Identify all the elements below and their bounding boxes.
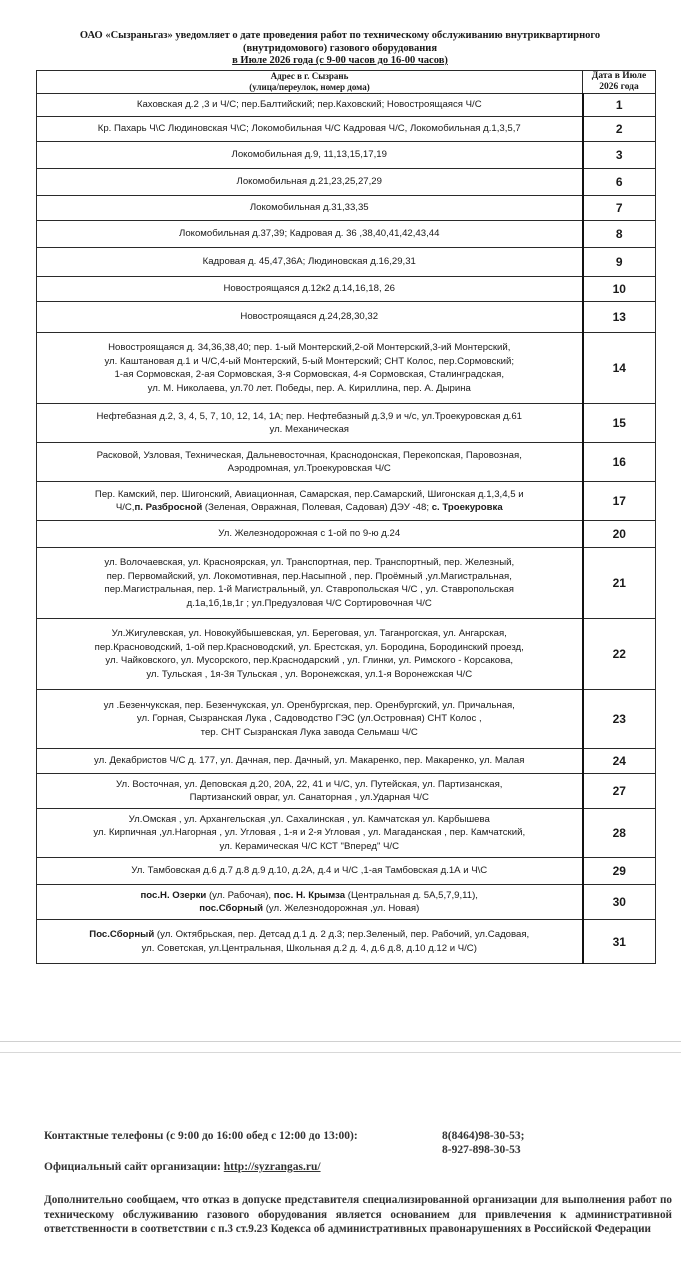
date-cell: 16: [583, 443, 656, 482]
address-line: Локомобильная д.37,39; Кадровая д. 36 ,38,40,41,42,43,44: [179, 228, 440, 240]
legal-notice: Дополнительно сообщаем, что отказ в допуске представителя специализированной организации для выполнения работ по техническому обслуживанию газового оборудования является основанием для привлечения к административной ответственности в соответствии с п.3 ст.9.23 Кодекса об административных правонарушениях в Российской Федерации: [44, 1194, 672, 1235]
address-line: 1-ая Сормовская, 2-ая Сормовская, 3-я Сормовская, 4-я Сормовская, Сталинградская,: [114, 369, 505, 380]
date-cell: 7: [583, 196, 656, 221]
table-row: [37, 749, 656, 774]
table-row: [37, 885, 656, 920]
table-row: [37, 248, 656, 277]
date-header-line-2: 2026 года: [599, 82, 639, 92]
date-cell: 29: [583, 858, 656, 885]
address-cell: [37, 333, 583, 404]
address-line: ул. Волочаевская, ул. Красноярская, ул. Транспортная, пер. Транспортный, пер. Железный,: [104, 557, 515, 568]
table-row: [37, 521, 656, 548]
date-cell: 17: [583, 482, 656, 521]
address-line: ул. Кирпичная ,ул.Нагорная , ул. Угловая , 1-я и 2-я Угловая , ул. Магаданская , пер. Камчатский,: [93, 827, 526, 839]
address-line: Кр. Пахарь Ч\С Людиновская Ч\С; Локомобильная Ч/С Кадровая Ч/С, Локомобильная д.1,3,5,7: [97, 123, 521, 135]
address-line: ул. М. Николаева, ул.70 лет. Победы, пер. А. Кириллина, пер. А. Дырина: [147, 382, 471, 394]
address-cell: [37, 548, 583, 619]
address-line: ул. Горная, Сызранская Лука , Садоводство ГЭС (ул.Островная) СНТ Колос ,: [136, 713, 482, 725]
phone-number-2: 8-927-898-30-53: [442, 1144, 521, 1156]
address-line: пер. Первомайский, ул. Локомотивная, пер.Насыпной , пер. Проёмный ,ул.Магистральная,: [106, 570, 512, 582]
table-row: [37, 302, 656, 333]
date-cell: 6: [583, 169, 656, 196]
address-line: Новостроящаяся д.24,28,30,32: [240, 311, 379, 323]
date-cell: 3: [583, 142, 656, 169]
address-line: ул. Тульская , 1я-3я Тульская , ул. Воронежская, ул.1-я Воронежская Ч/С: [146, 668, 473, 680]
address-line: Расковой, Узловая, Техническая, Дальневосточная, Краснодонская, Перекопская, Паровозная,: [96, 449, 522, 461]
address-column-header: [37, 71, 583, 94]
address-line: Локомобильная д.9, 11,13,15,17,19: [231, 149, 387, 161]
table-row: [37, 443, 656, 482]
address-cell: [37, 749, 583, 774]
date-cell: 20: [583, 521, 656, 548]
table-row: [37, 482, 656, 521]
address-cell: [37, 885, 583, 920]
date-cell: 24: [583, 749, 656, 774]
address-cell: [37, 482, 583, 521]
table-row: [37, 858, 656, 885]
date-cell: 27: [583, 774, 656, 809]
address-header-line-2: (улица/переулок, номер дома): [249, 82, 370, 92]
address-cell: [37, 443, 583, 482]
date-cell: 28: [583, 809, 656, 858]
page-divider: [0, 1041, 681, 1042]
table-row: [37, 221, 656, 248]
address-line: Новостроящаяся д.12к2 д.14,16,18, 26: [223, 283, 395, 295]
address-cell: [37, 196, 583, 221]
date-cell: 22: [583, 619, 656, 690]
table-row: [37, 117, 656, 142]
address-line: Аэродромная, ул.Троекуровская Ч/С: [227, 463, 391, 474]
address-line: ул .Безенчукская, пер. Безенчукская, ул. Оренбургская, пер. Оренбургский, ул. Причальная,: [103, 699, 515, 711]
header-line-2: (внутридомового) газового оборудования: [242, 42, 438, 54]
address-cell: [37, 858, 583, 885]
address-line: пос.Н. Озерки (ул. Рабочая), пос. Н. Крымза (Центральная д. 5А,5,7,9,11),: [140, 889, 478, 901]
website-label: Официальный сайт организации:: [44, 1161, 224, 1173]
address-cell: [37, 277, 583, 302]
address-line: Ч/С,п. Разбросной (Зеленая, Овражная, Полевая, Садовая) ДЭУ -48; с. Троекуровка: [115, 502, 503, 513]
table-row: [37, 169, 656, 196]
table-header-row: [37, 71, 656, 94]
address-cell: [37, 94, 583, 117]
date-cell: 15: [583, 404, 656, 443]
address-cell: [37, 809, 583, 858]
date-cell: 31: [583, 920, 656, 964]
website-line: [44, 1161, 674, 1173]
address-cell: [37, 521, 583, 548]
address-line: Ул. Железнодорожная с 1-ой по 9-ю д.24: [218, 528, 401, 540]
date-cell: 23: [583, 690, 656, 749]
address-line: Ул.Омская , ул. Архангельская ,ул. Сахалинская , ул. Камчатская ул. Карбышева: [128, 813, 490, 825]
table-row: [37, 404, 656, 443]
address-line: Пер. Камский, пер. Шигонский, Авиационная, Самарская, пер.Самарский, Шигонская д.1,3,4,5 и: [94, 488, 524, 500]
date-cell: 30: [583, 885, 656, 920]
address-cell: [37, 221, 583, 248]
address-line: Локомобильная д.31,33,35: [249, 202, 369, 214]
address-cell: [37, 690, 583, 749]
address-line: Ул.Жигулевская, ул. Новокуйбышевская, ул. Береговая, ул. Таганрогская, ул. Ангарская,: [111, 628, 507, 639]
address-line: Пос.Сборный (ул. Октябрьская, пер. Детсад д.1 д. 2 д.3; пер.Зеленый, пер. Рабочий, ул.Садовая,: [89, 929, 530, 940]
date-cell: 21: [583, 548, 656, 619]
address-line: пос.Сборный (ул. Железнодорожная ,ул. Новая): [199, 903, 420, 914]
address-cell: [37, 169, 583, 196]
phone-number-1: 8(8464)98-30-53;: [442, 1130, 525, 1142]
address-line: пер.Магистральная, пер. 1-й Магистральный, ул. Ставропольская Ч/С , ул. Ставропольская: [104, 584, 514, 595]
address-line: Нефтебазная д.2, 3, 4, 5, 7, 10, 12, 14, 1А; пер. Нефтебазный д.3,9 и ч/с, ул.Троекуровская д.61: [96, 410, 523, 422]
address-cell: [37, 619, 583, 690]
table-row: [37, 548, 656, 619]
header-line-3: в Июле 2026 года (с 9-00 часов до 16-00 часов): [232, 55, 448, 66]
page-divider: [0, 1052, 681, 1053]
address-line: ул. Декабристов Ч/С д. 177, ул. Дачная, пер. Дачный, ул. Макаренко, пер. Макаренко, ул. Малая: [94, 755, 525, 767]
table-row: [37, 94, 656, 117]
table-row: [37, 333, 656, 404]
schedule-rows: [37, 94, 656, 964]
date-column-header: [583, 71, 656, 94]
date-cell: 10: [583, 277, 656, 302]
date-cell: 14: [583, 333, 656, 404]
address-line: ул. Механическая: [269, 424, 349, 435]
website-link[interactable]: http://syzrangas.ru/: [223, 1161, 321, 1173]
schedule-table: [36, 70, 656, 964]
date-cell: 9: [583, 248, 656, 277]
address-line: Кадровая д. 45,47,36А; Людиновская д.16,29,31: [202, 256, 416, 268]
address-cell: [37, 248, 583, 277]
table-row: [37, 774, 656, 809]
table-row: [37, 920, 656, 964]
address-cell: [37, 117, 583, 142]
address-cell: [37, 142, 583, 169]
address-header-line-1: Адрес в г. Сызрань: [270, 71, 349, 81]
date-header-line-1: Дата в Июле: [591, 71, 647, 81]
header-line-1: ОАО «Сызраньгаз» уведомляет о дате проведения работ по техническому обслуживанию внутриквартирного: [79, 30, 601, 41]
address-line: ул. Керамическая Ч/С КСТ "Вперед" Ч/С: [219, 840, 400, 852]
table-row: [37, 690, 656, 749]
address-line: ул. Каштановая д.1 и Ч/С,4-ый Монтерский, 5-ый Монтерский; СНТ Колос, пер.Сормовский;: [104, 355, 515, 367]
address-line: ул. Чайковского, ул. Мусорского, пер.Краснодарский , ул. Глинки, ул. Римского - Корсакова,: [105, 655, 514, 666]
table-row: [37, 142, 656, 169]
date-cell: 2: [583, 117, 656, 142]
date-cell: 13: [583, 302, 656, 333]
table-row: [37, 619, 656, 690]
address-cell: [37, 920, 583, 964]
address-cell: [37, 302, 583, 333]
date-cell: 1: [583, 94, 656, 117]
table-row: [37, 277, 656, 302]
date-cell: 8: [583, 221, 656, 248]
table-row: [37, 809, 656, 858]
address-line: Локомобильная д.21,23,25,27,29: [236, 176, 382, 188]
address-line: Каховская д.2 ,3 и Ч/С; пер.Балтийский; пер.Каховский; Новостроящаяся Ч/С: [136, 99, 482, 111]
contacts-label: Контактные телефоны (с 9:00 до 16:00 обед с 12:00 до 13:00):: [44, 1130, 358, 1142]
address-cell: [37, 404, 583, 443]
address-line: Ул. Тамбовская д.6 д.7 д.8 д.9 д.10, д.2А, д.4 и Ч/С ,1-ая Тамбовская д.1А и Ч\С: [131, 865, 488, 877]
notice-header: [20, 30, 660, 68]
address-line: д.1а,1б,1в,1г ; ул.Предузловая Ч/С Сортировочная Ч/С: [186, 597, 432, 609]
address-line: пер.Красноводский, 1-ой пер.Красноводский, ул. Брестская, ул. Бородина, Бородинский проезд,: [94, 641, 524, 653]
address-cell: [37, 774, 583, 809]
address-line: ул. Советская, ул.Центральная, Школьная д.2 д. 4, д.6 д.8, д.10 д.12 и Ч/С): [141, 942, 477, 954]
table-row: [37, 196, 656, 221]
address-line: Партизанский овраг, ул. Санаторная , ул.Ударная Ч/С: [189, 792, 429, 803]
address-line: тер. СНТ Сызранская Лука завода Сельмаш Ч/С: [200, 726, 418, 738]
address-line: Новостроящаяся д. 34,36,38,40; пер. 1-ый Монтерский,2-ой Монтерский,3-ий Монтерский,: [108, 342, 511, 353]
address-line: Ул. Восточная, ул. Деповская д.20, 20А, 22, 41 и Ч/С, ул. Путейская, ул. Партизанская,: [116, 778, 503, 790]
